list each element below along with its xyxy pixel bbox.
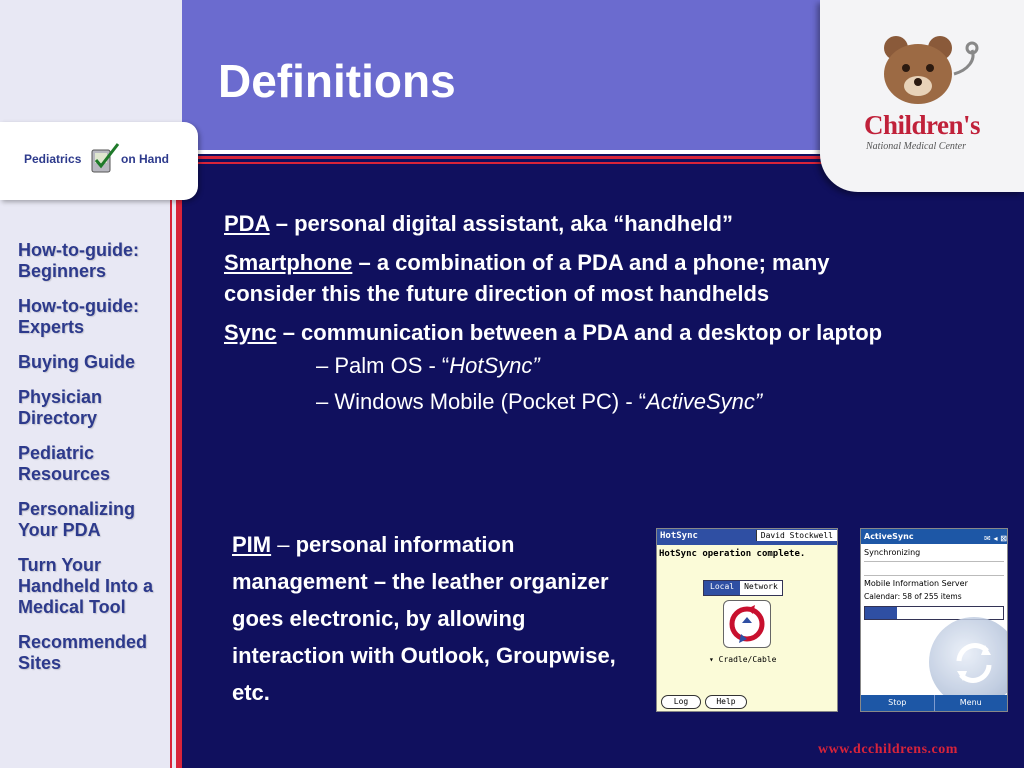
definition-sync [224, 317, 924, 348]
pim-dash: – [271, 532, 296, 557]
hotsync-help-button: Help [705, 695, 747, 709]
definition-smartphone [224, 247, 924, 309]
activesync-titlebar [861, 529, 1008, 544]
sync-example-windows [224, 384, 924, 420]
hotsync-log-button: Log [661, 695, 701, 709]
definitions-list [224, 208, 924, 420]
footer-url[interactable]: www.dcchildrens.com [818, 742, 958, 757]
brand-logo [820, 0, 1024, 192]
hotsync-connection [709, 655, 776, 664]
term-smartphone: Smartphone [224, 250, 353, 275]
sidebar-item-beginners[interactable]: How-to-guide: Beginners [18, 240, 139, 281]
teddy-bear-logo-icon [868, 30, 988, 110]
activesync-menubar [861, 695, 1007, 711]
chevron-down-icon: ▾ [709, 655, 719, 664]
activesync-calendar-progress-text: Calendar: 58 of 255 items [864, 592, 962, 601]
tab-network: Network [740, 581, 782, 595]
activesync-app-name: ActiveSync [864, 532, 914, 541]
activesync-stop-button: Stop [888, 698, 907, 707]
definition-text: – communication between a PDA and a desktop or laptop [276, 320, 883, 345]
sidebar-item-buying-guide[interactable]: Buying Guide [18, 352, 135, 372]
sync-example-prefix: – Windows Mobile (Pocket PC) - “ [316, 389, 647, 414]
pim-text: personal information management – the leather organizer goes electronic, by allowing interaction with Outlook, Groupwise, etc. [232, 532, 616, 705]
sync-example-palm [224, 348, 924, 384]
activesync-screenshot [860, 528, 1008, 712]
pediatrics-on-hand-logo[interactable] [0, 122, 198, 200]
sidebar-rail [176, 196, 182, 768]
hotsync-button [723, 600, 771, 648]
hotsync-app-name: HotSync [660, 531, 698, 541]
slide-title: Definitions [218, 55, 456, 107]
definition-text: – a combination of a PDA and a phone; many consider this the future direction of most handhelds [224, 250, 830, 306]
tab-local: Local [704, 581, 740, 595]
activesync-server: Mobile Information Server [864, 579, 968, 588]
hotsync-status-message: HotSync operation complete. [659, 549, 806, 559]
activesync-progress-fill [865, 607, 897, 619]
definition-pda [224, 208, 924, 239]
logo-text-pediatrics: Pediatrics [24, 152, 82, 166]
sidebar-nav [18, 240, 168, 688]
sidebar [0, 0, 182, 768]
brand-subtitle: National Medical Center [866, 141, 966, 152]
sidebar-item-pediatric-resources[interactable]: Pediatric Resources [18, 443, 111, 484]
hotsync-screenshot [656, 528, 838, 712]
sidebar-rail-thin [170, 196, 172, 768]
definition-text: – personal digital assistant, aka “handheld” [269, 211, 733, 236]
hotsync-user-name: David Stockwell [756, 530, 837, 541]
sync-example-name: HotSync” [449, 353, 540, 378]
sidebar-item-physician-directory[interactable]: Physician Directory [18, 387, 103, 428]
activesync-divider [864, 575, 1004, 576]
sidebar-item-personalizing[interactable]: Personalizing Your PDA [18, 499, 136, 540]
hotsync-buttons [657, 693, 837, 711]
hotsync-mode-tabs [703, 580, 783, 596]
term-pim: PIM [232, 532, 272, 557]
term-sync: Sync [224, 320, 277, 345]
activesync-status: Synchronizing [864, 548, 921, 557]
activesync-menu-button: Menu [934, 695, 1008, 711]
term-pda: PDA [224, 211, 270, 236]
hotsync-connection-label: Cradle/Cable [718, 655, 777, 664]
pda-checklist-icon [86, 142, 120, 176]
logo-text-on-hand: on Hand [121, 152, 169, 166]
sidebar-item-experts[interactable]: How-to-guide: Experts [18, 296, 139, 337]
sync-example-name: ActiveSync” [646, 389, 763, 414]
brand-name: Children's [864, 110, 981, 140]
hotsync-titlebar [657, 529, 837, 545]
sync-example-prefix: – Palm OS - “ [316, 353, 450, 378]
activesync-divider [864, 561, 1004, 562]
sidebar-item-medical-tool[interactable]: Turn Your Handheld Into a Medical Tool [18, 555, 153, 617]
sync-globe-icon [929, 617, 1008, 707]
sidebar-item-recommended-sites[interactable]: Recommended Sites [18, 632, 148, 673]
system-tray-icons: ✉ ◂ ⊠ [984, 534, 1007, 543]
definition-pim [232, 526, 642, 711]
hotsync-arrows-icon [724, 601, 770, 647]
